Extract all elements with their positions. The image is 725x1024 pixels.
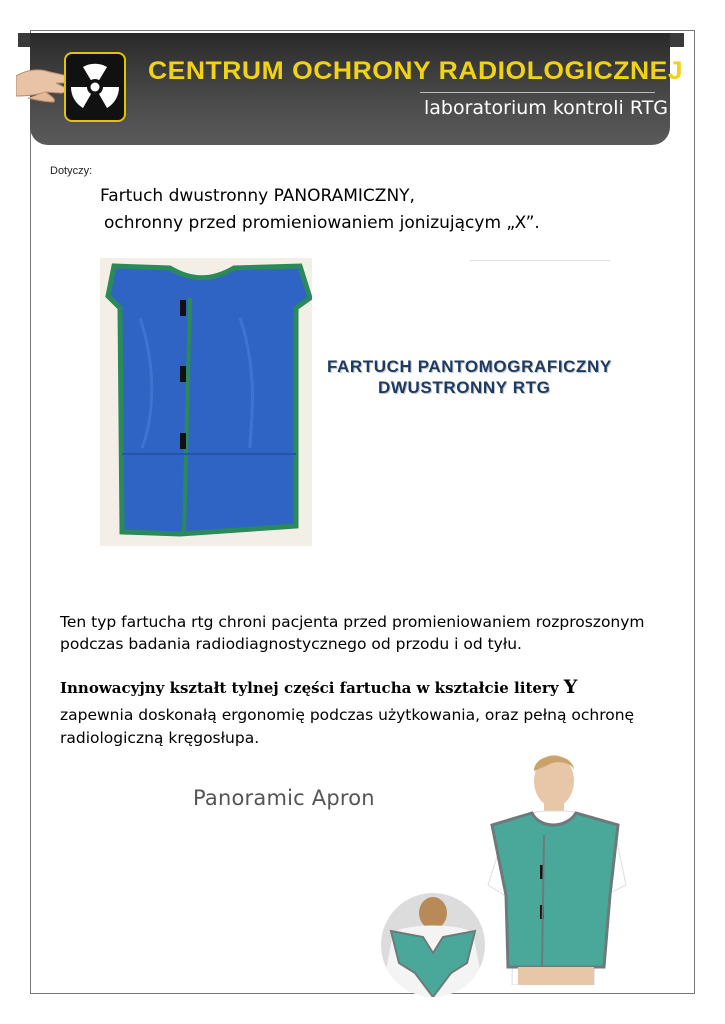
doc-title-line2: ochronny przed promieniowaniem jonizującym „X”. — [104, 213, 540, 233]
product-photo-label: Panoramic Apron — [193, 786, 375, 810]
doc-title — [100, 183, 540, 237]
feature-letter: Y — [563, 676, 578, 698]
blue-apron-image — [100, 258, 312, 546]
apron-caption-line2: DWUSTRONNY RTG — [378, 378, 551, 397]
banner-edge — [670, 33, 684, 47]
apron-caption-line1: FARTUCH PANTOMOGRAFICZNY — [327, 357, 612, 376]
apron-illustration — [100, 258, 312, 546]
banner-edge — [18, 33, 30, 47]
feature-heading — [60, 676, 577, 698]
description-paragraph: Ten typ fartucha rtg chroni pacjenta przed promieniowaniem rozproszonym podczas badania radiodiagnostycznego od przodu i od tyłu. — [60, 613, 645, 653]
header-subtitle: laboratorium kontroli RTG — [424, 97, 669, 119]
apron-back-view-image — [381, 893, 485, 997]
image-artifact — [470, 260, 610, 261]
header-banner — [30, 33, 670, 145]
apron-caption — [327, 356, 612, 398]
doc-title-line1: Fartuch dwustronny PANORAMICZNY, — [100, 186, 415, 206]
header-divider — [420, 92, 655, 93]
header-title: CENTRUM OCHRONY RADIOLOGICZNEJ — [148, 57, 684, 85]
doc-label: Dotyczy: — [50, 165, 93, 177]
model-wearing-apron-image — [486, 745, 636, 985]
radiation-logo — [64, 52, 126, 122]
feature-heading-text: Innowacyjny kształt tylnej części fartucha w kształcie litery — [60, 679, 559, 697]
apron-back-illustration — [381, 893, 485, 997]
radiation-trefoil-icon — [66, 54, 124, 120]
feature-paragraph: zapewnia doskonałą ergonomię podczas użytkowania, oraz pełną ochronę radiologiczną kręgosłupa. — [60, 706, 635, 747]
